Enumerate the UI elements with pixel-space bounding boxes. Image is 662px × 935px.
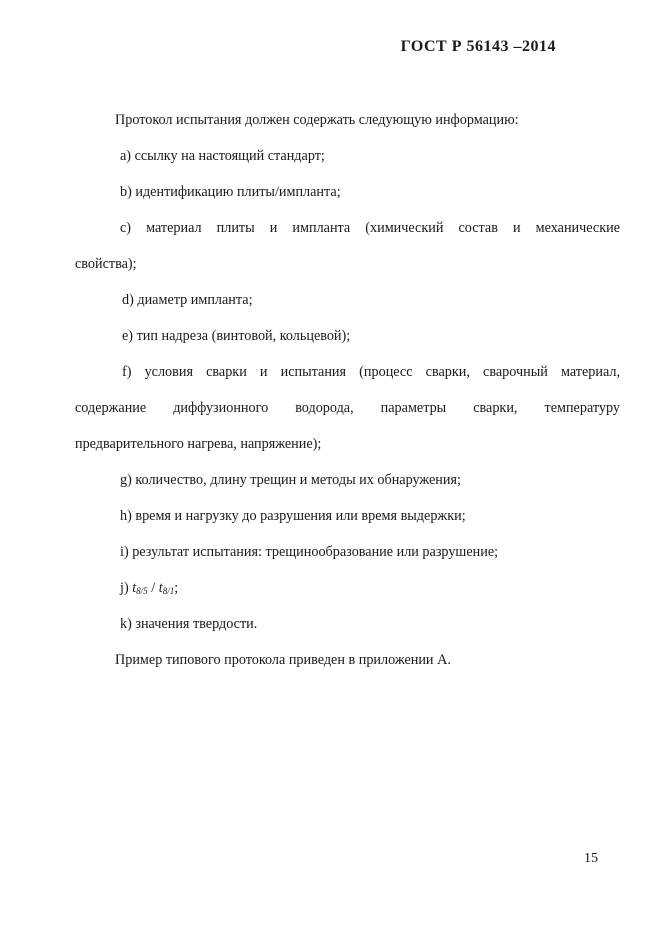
t-subscript: 8/5: [136, 586, 148, 596]
t-letter: t: [132, 580, 137, 596]
list-item-j: [75, 580, 620, 597]
page-header: ГОСТ Р 56143 –2014: [400, 38, 556, 55]
list-item-a: a) ссылку на настоящий стандарт;: [120, 148, 325, 164]
page-number: 15: [584, 851, 598, 866]
list-item-j-prefix: j): [120, 580, 129, 596]
separator: /: [147, 580, 159, 596]
list-item-f-line3: предварительного нагрева, напряжение);: [75, 436, 322, 452]
list-item-f-line1: f) условия сварки и испытания (процесс сварки, сварочный материал,: [122, 364, 620, 380]
list-item-b: b) идентификацию плиты/импланта;: [120, 184, 341, 200]
closing-text: Пример типового протокола приведен в приложении А.: [115, 652, 451, 668]
list-item-i: i) результат испытания: трещинообразование или разрушение;: [120, 544, 499, 560]
list-item-g: g) количество, длину трещин и методы их обнаружения;: [120, 472, 461, 488]
list-item-h: h) время и нагрузку до разрушения или время выдержки;: [120, 508, 466, 524]
intro-text: Протокол испытания должен содержать следующую информацию:: [115, 112, 519, 128]
list-item-c-line2: свойства);: [75, 256, 137, 272]
t-letter: t: [158, 580, 163, 596]
list-item-f-line2: содержание диффузионного водорода, параметры сварки, температуру: [75, 400, 620, 416]
t-symbol: [132, 580, 147, 596]
t-subscript: 8/1: [162, 586, 175, 596]
list-item-c-line1: c) материал плиты и импланта (химический состав и механические: [120, 220, 620, 236]
t-symbol: [159, 580, 174, 596]
list-item-d: d) диаметр импланта;: [122, 292, 253, 308]
list-item-e: e) тип надреза (винтовой, кольцевой);: [122, 328, 351, 344]
list-item-j-suffix: ;: [174, 580, 179, 596]
list-item-k: k) значения твердости.: [120, 616, 258, 632]
